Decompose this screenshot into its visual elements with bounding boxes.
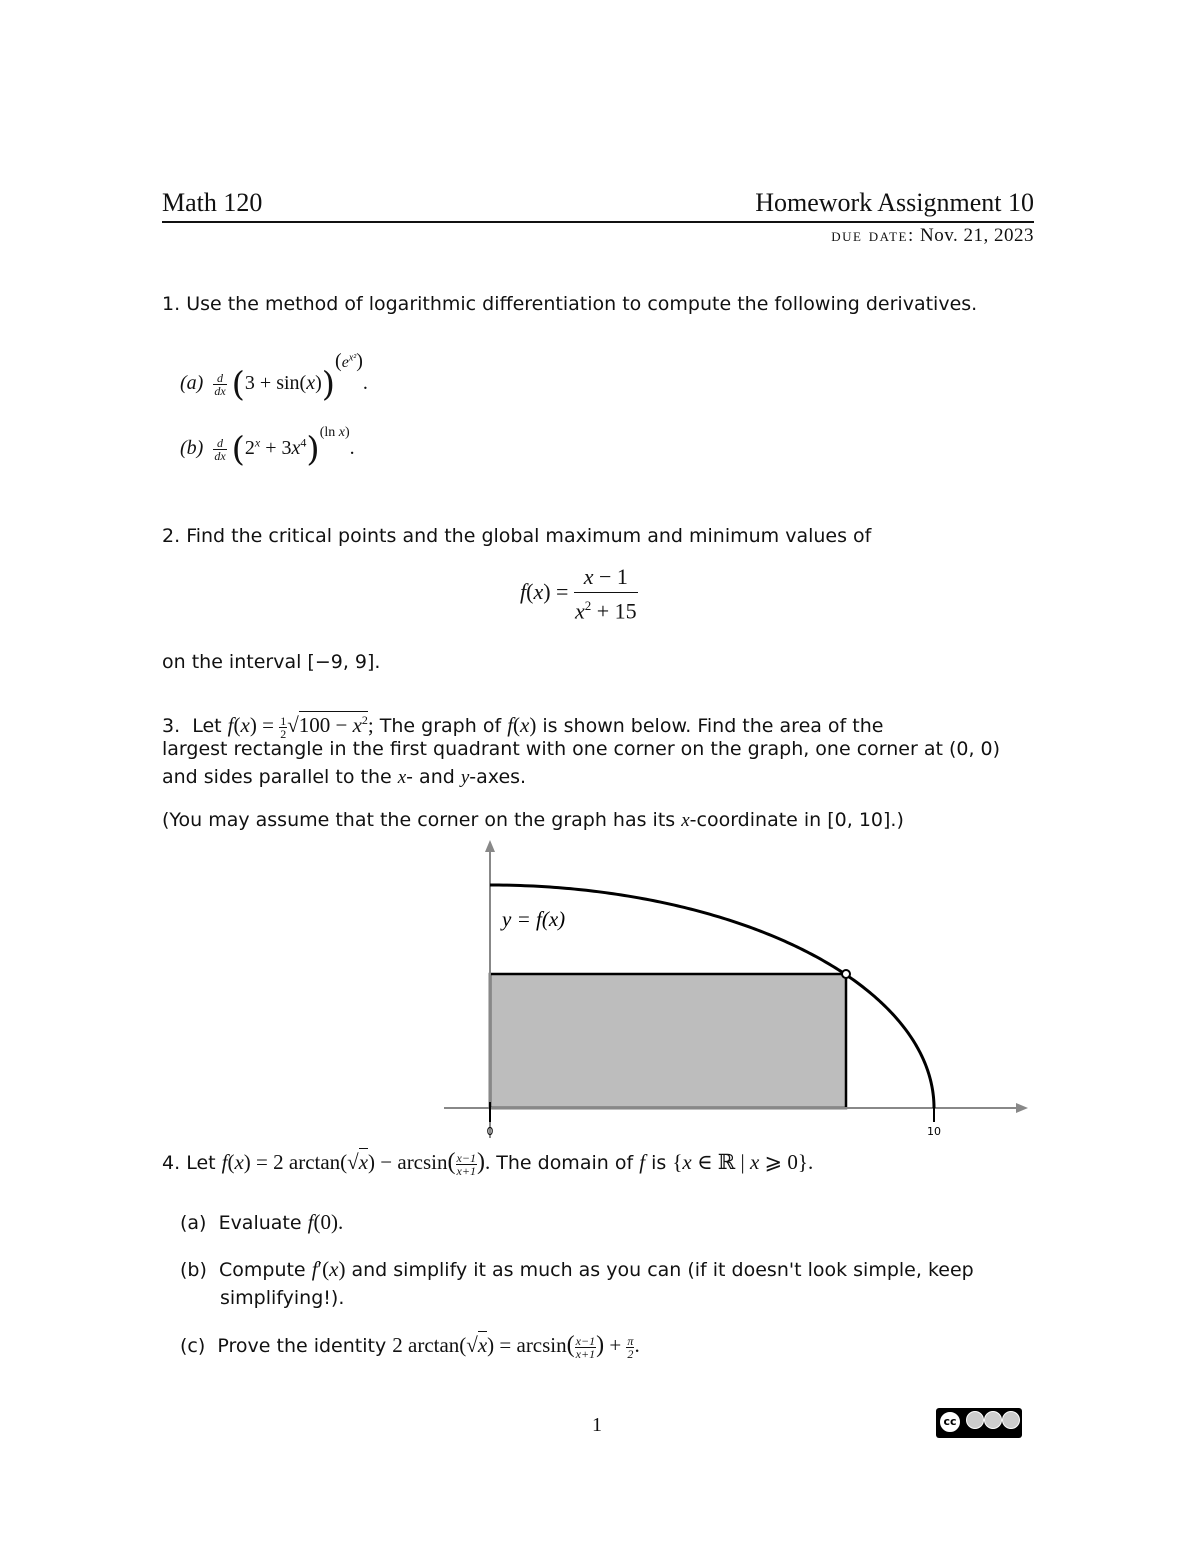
course-name: Math 120 (162, 188, 263, 217)
shaded-rectangle (490, 974, 846, 1108)
tick-label-10: 10 (927, 1125, 941, 1138)
problem-4-is: is (651, 1152, 667, 1174)
problem-4b: (b) Compute f′(x) and simplify it as much as you can (if it doesn't look simple, keep (180, 1257, 974, 1281)
problem-3-line-1: 3. Let f(x) = $\frac{1}{2}$ $√100 - x^2$; The graph of f(x) is shown below. Find the area of the (162, 713, 884, 741)
problem-3-line-3: and sides parallel to the x- and y-axes. (162, 766, 527, 788)
problem-4c-text: Prove the identity (217, 1335, 387, 1357)
sa-icon (1002, 1411, 1020, 1429)
problem-3-note-b: -coordinate in [0, 10].) (689, 809, 904, 831)
problem-4c-label: (c) (180, 1335, 206, 1357)
problem-4c: (c) Prove the identity 2 arctan(√x) = arcsin( $\frac{x-1}{x+1}$ ) + $\frac{\pi}{2}$ . (180, 1332, 640, 1361)
problem-1-statement (162, 290, 977, 318)
curve-label: y = f(x) (502, 907, 566, 931)
nc-icon (984, 1411, 1002, 1429)
page-number: 1 (592, 1414, 602, 1436)
cc-by-nc-sa-icon (936, 1408, 1022, 1438)
due-date-value: Nov. 21, 2023 (920, 225, 1034, 246)
problem-3-let: Let (192, 715, 222, 737)
problem-3-note-a: (You may assume that the corner on the graph has its (162, 809, 676, 831)
problem-3-line-2: largest rectangle in the first quadrant with one corner on the graph, one corner at (0, 0) (162, 738, 1001, 760)
corner-point (842, 970, 850, 978)
due-date (831, 225, 1034, 247)
problem-3-line-3-a: and sides parallel to the (162, 766, 392, 788)
problem-2-text: Find the critical points and the global maximum and minimum values of (186, 525, 872, 547)
problem-2-function: f(x) = $\frac{x - 1}{x^2 + 15}$ (520, 564, 637, 624)
problem-1b: (b) $\frac{d}{dx}$ $(2^x + 3x^4)^{(ln x)}$. (180, 425, 355, 470)
problem-1a: (a) $\frac{d}{dx}$ $(3 + \sin(x))^{(e^{x^2})}$. (180, 350, 368, 405)
problem-4b-text-2: and simplify it as much as you can (if it doesn't look simple, keep (351, 1259, 974, 1281)
problem-4b-continued: simplifying!). (220, 1287, 345, 1309)
problem-3-text-b: is shown below. Find the area of the (542, 715, 884, 737)
problem-3-number: 3. (162, 715, 181, 737)
header-rule (162, 221, 1034, 223)
due-label: due date: (831, 225, 915, 246)
y-axis-arrow (485, 840, 495, 852)
problem-4-statement: 4. Let f(x) = 2 arctan(√x) − arcsin( $\frac{x-1}{x+1}$ ). The domain of f is {x ∈ ℝ | x ⩾ 0}. (162, 1149, 814, 1178)
problem-4a-label: (a) (180, 1212, 207, 1234)
problem-2-interval: on the interval [−9, 9]. (162, 651, 381, 673)
problem-4-number: 4. (162, 1152, 181, 1174)
tick-label-0: 0 (486, 1125, 494, 1138)
assignment-title: Homework Assignment 10 (755, 188, 1034, 217)
problem-4a: (a) Evaluate f(0). (180, 1210, 344, 1234)
cc-icon: cc (938, 1410, 962, 1434)
problem-4b-label: (b) (180, 1259, 207, 1281)
problem-2-number: 2. (162, 525, 181, 547)
problem-3-line-3-b: - and (406, 766, 455, 788)
problem-1b-label: (b) (180, 437, 204, 459)
by-icon (966, 1411, 984, 1429)
problem-3-note: (You may assume that the corner on the graph has its x-coordinate in [0, 10].) (162, 809, 904, 831)
problem-4b-text-1: Compute (218, 1259, 306, 1281)
x-axis-arrow (1016, 1103, 1028, 1113)
problem-4a-text: Evaluate (218, 1212, 302, 1234)
problem-1a-label: (a) (180, 372, 204, 394)
problem-4-let: Let (186, 1152, 216, 1174)
problem-4-domain-text: The domain of (496, 1152, 634, 1174)
problem-1-text: Use the method of logarithmic differentiation to compute the following derivatives. (186, 293, 978, 315)
problem-3-graph (440, 838, 1030, 1138)
problem-1-number: 1. (162, 293, 181, 315)
problem-3-text-a: The graph of (379, 715, 502, 737)
problem-3-line-3-c: -axes. (469, 766, 527, 788)
problem-2-statement (162, 522, 871, 550)
